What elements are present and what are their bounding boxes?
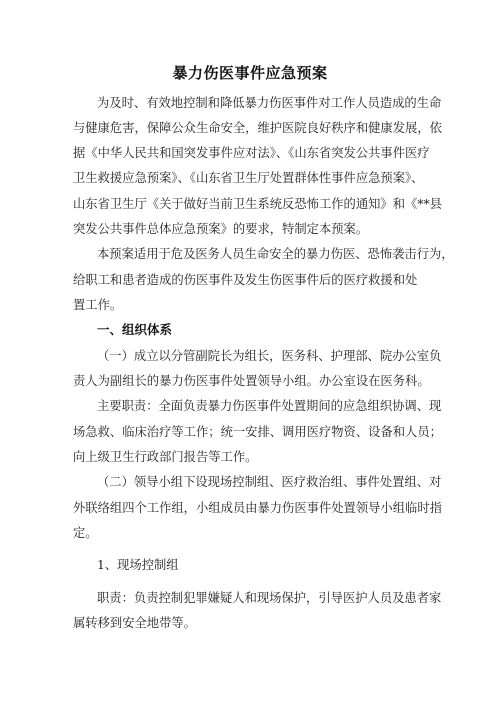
paragraph-line: 外联络组四个工作组，小组成员由暴力伤医事件处置领导小组临时指 <box>73 501 442 515</box>
paragraph-line: （一）成立以分管副院长为组长，医务科、护理部、院办公室负 <box>97 349 442 363</box>
paragraph-line: 本预案适用于危及医务人员生命安全的暴力伤医、恐怖袭击行为， <box>97 247 454 261</box>
paragraph-line: 向上级卫生行政部门报告等工作。 <box>73 450 258 464</box>
paragraph-line: 给职工和患者造成的伤医事件及发生伤医事件后的医疗救援和处 <box>73 273 418 287</box>
paragraph-line: 主要职责：全面负责暴力伤医事件处置期间的应急组织协调、现 <box>97 399 442 413</box>
subsection-heading: 1、现场控制组 <box>97 558 179 572</box>
paragraph-line: 职责：负责控制犯罪嫌疑人和现场保护，引导医护人员及患者家 <box>97 591 442 605</box>
paragraph-line: 据《中华人民共和国突发事件应对法》、《山东省突发公共事件医疗 <box>73 146 430 160</box>
paragraph-line: 责人为副组长的暴力伤医事件处置领导小组。办公室设在医务科。 <box>73 374 430 388</box>
paragraph-line: 卫生救援应急预案》、《山东省卫生厅处置群体性事件应急预案》、 <box>73 171 424 185</box>
paragraph-line: 置工作。 <box>73 298 123 312</box>
paragraph-line: 突发公共事件总体应急预案》的要求，特制定本预案。 <box>73 222 369 236</box>
paragraph-line: 属转移到安全地带等。 <box>73 616 196 630</box>
paragraph-line: 山东省卫生厅《关于做好当前卫生系统反恐怖工作的通知》和《**县 <box>73 197 442 211</box>
paragraph-line: 场急救、临床治疗等工作；统一安排、调用医疗物资、设备和人员； <box>73 425 442 439</box>
document-title: 暴力伤医事件应急预案 <box>172 64 328 82</box>
paragraph-line: 定。 <box>73 526 98 540</box>
paragraph-line: 与健康危害，保障公众生命安全，维护医院良好秩序和健康发展，依 <box>73 121 442 135</box>
section-heading: 一、组织体系 <box>97 322 173 337</box>
paragraph-line: 为及时、有效地控制和降低暴力伤医事件对工作人员造成的生命 <box>97 96 442 110</box>
paragraph-line: （二）领导小组下设现场控制组、医疗救治组、事件处置组、对 <box>97 475 442 489</box>
